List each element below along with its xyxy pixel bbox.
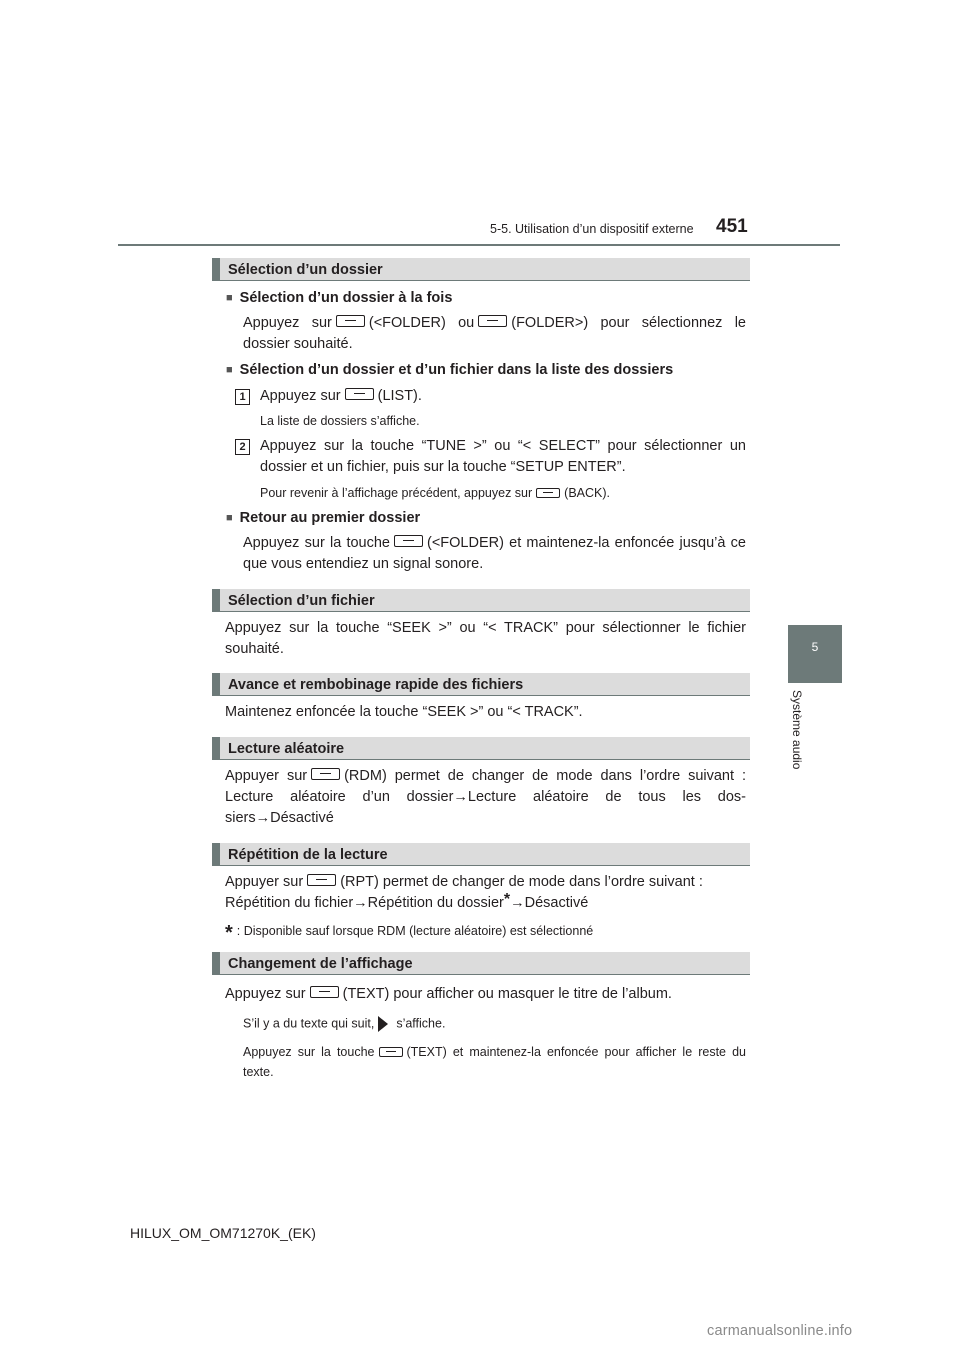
footer-code: HILUX_OM_OM71270K_(EK) (130, 1225, 316, 1241)
step-2-note: Pour revenir à l’affichage précédent, appuyez sur (BACK). (260, 486, 610, 500)
chapter-tab (788, 625, 842, 683)
step-1-note: La liste de dossiers s’affiche. (260, 414, 420, 428)
button-icon (307, 874, 336, 886)
step-2-text: Appuyez sur la touche “TUNE >” ou “< SELECT” pour sélectionner un dossier et un fichier, puis sur la touche “SETUP ENTER”. (260, 438, 746, 475)
paragraph: Appuyez sur la touche (<FOLDER) et maintenez-la enfoncée jusqu’à ce que vous entendiez un signal sonore. (243, 535, 746, 572)
note: S’il y a du texte qui suit, s’affiche. (243, 1016, 446, 1031)
section-title: Lecture aléatoire (228, 741, 345, 757)
step-number-2: 2 (235, 439, 250, 455)
section-title: Avance et rembobinage rapide des fichiers (228, 677, 524, 693)
paragraph: Appuyez sur (TEXT) pour afficher ou masquer le titre de l’album. (225, 986, 672, 1002)
note: Appuyez sur la touche (TEXT) et maintenez-la enfoncée pour afficher le reste du texte. (243, 1045, 746, 1079)
button-icon (336, 315, 365, 327)
chapter-label: Système audio (790, 690, 804, 770)
header-rule (118, 244, 840, 246)
page-number: 451 (716, 216, 748, 237)
paragraph: Appuyer sur (RPT) permet de changer de mode dans l’ordre suivant : Répétition du fichier→Répétition du dossier*→Désactivé (225, 874, 703, 911)
arrow-right-icon (378, 1016, 388, 1032)
paragraph: Appuyer sur (RDM) permet de changer de mode dans l’ordre suivant : Lecture aléatoire d’un dossier→Lecture aléatoire de tous les dos-siers→Désactivé (225, 768, 746, 826)
step-number-1: 1 (235, 389, 250, 405)
button-icon (478, 315, 507, 327)
step-1-text: Appuyez sur (LIST). (260, 388, 422, 404)
section-header-aleatoire (212, 737, 750, 760)
section-header-repetition (212, 843, 750, 866)
subheading-dossier-liste: ■ Sélection d’un dossier et d’un fichier dans la liste des dossiers (226, 362, 673, 378)
watermark: carmanualsonline.info (707, 1323, 853, 1339)
section-header-fichier (212, 589, 750, 612)
paragraph: Appuyez sur la touche “SEEK >” ou “< TRACK” pour sélectionner le fichier souhaité. (225, 620, 746, 657)
section-title: Sélection d’un fichier (228, 593, 375, 609)
button-icon (311, 768, 340, 780)
subheading-retour-premier-dossier: ■ Retour au premier dossier (226, 510, 420, 526)
button-icon (394, 535, 423, 547)
section-title: Changement de l’affichage (228, 956, 413, 972)
button-icon (379, 1047, 403, 1057)
header-section-title: 5-5. Utilisation d’un dispositif externe (490, 222, 694, 236)
section-title: Sélection d’un dossier (228, 262, 383, 278)
section-title: Répétition de la lecture (228, 847, 388, 863)
chapter-number: 5 (811, 640, 819, 654)
paragraph: Maintenez enfoncée la touche “SEEK >” ou “< TRACK”. (225, 704, 583, 720)
button-icon (345, 388, 374, 400)
button-icon (310, 986, 339, 998)
subheading-dossier-a-la-fois: ■ Sélection d’un dossier à la fois (226, 290, 452, 306)
paragraph: Appuyez sur (<FOLDER) ou (FOLDER>) pour sélectionnez le dossier souhaité. (243, 315, 746, 352)
button-icon (536, 488, 560, 498)
section-header-dossier (212, 258, 750, 281)
section-header-affichage (212, 952, 750, 975)
footnote: * : Disponible sauf lorsque RDM (lecture aléatoire) est sélectionné (225, 922, 594, 944)
section-header-avance (212, 673, 750, 696)
